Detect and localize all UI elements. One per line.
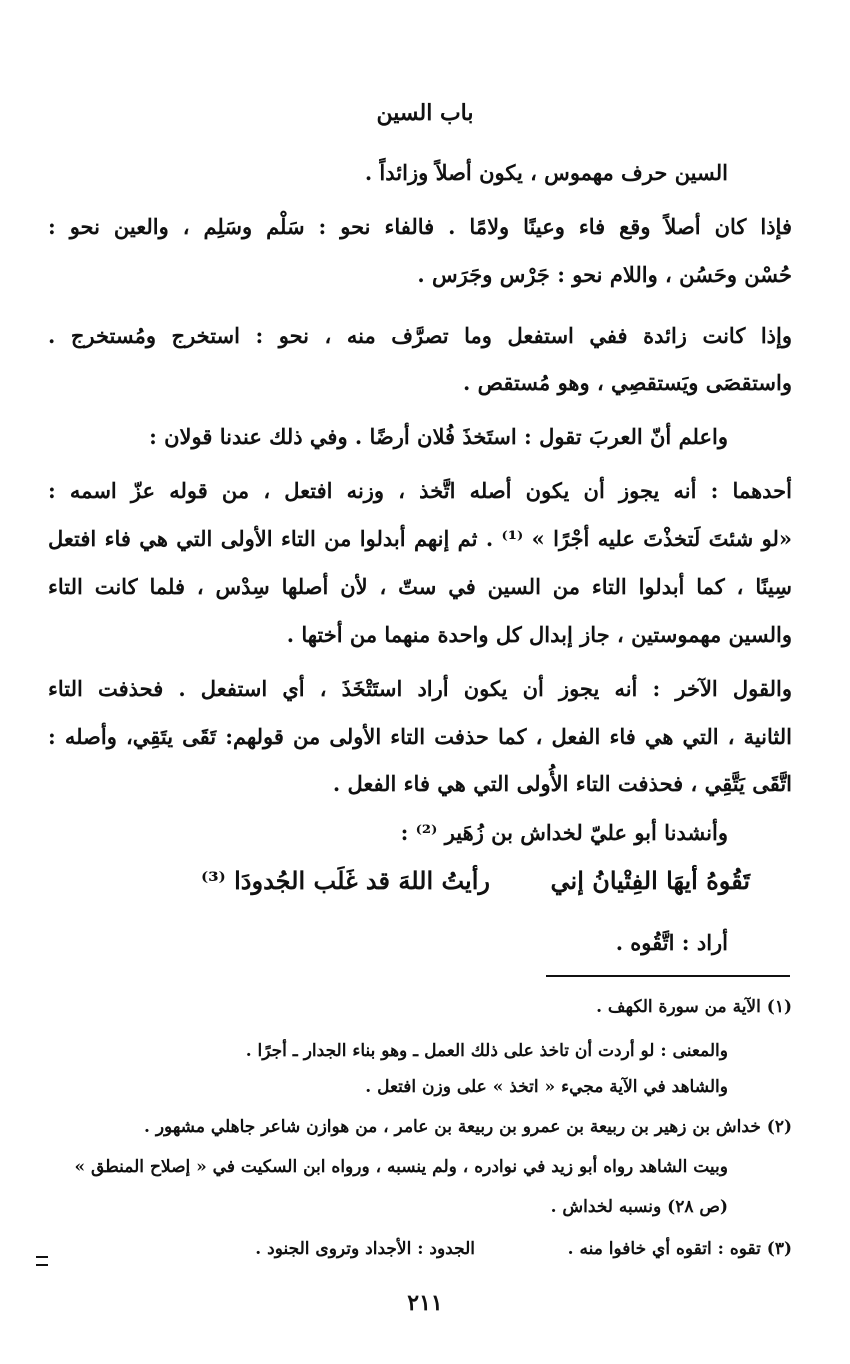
poem-first-hemistich: تَقُوهُ أيهَا الفِتْيانُ إني	[550, 866, 750, 895]
paragraph-line: أراد : اتَّقُوه .	[615, 930, 728, 955]
paragraph-line: وأنشدنا أبو عليّ لخداش بن زُهَير ⁽²⁾ :	[400, 820, 728, 845]
paragraph-line: السين حرف مهموس ، يكون أصلاً وزائداً .	[364, 160, 728, 185]
paragraph-line: واستقصَى ويَستقصِي ، وهو مُستقص .	[462, 370, 792, 395]
paragraph-line: اتَّقَى يَتَّقِي ، فحذفت التاء الأُولى التي هي فاء الفعل .	[332, 771, 792, 796]
poem-second-hemistich: رأيتُ اللهَ قد غَلَب الجُدودَا ⁽³⁾	[200, 866, 490, 895]
paragraph-line: حُسْن وحَسُن ، واللام نحو : جَرْس وجَرَس .	[417, 262, 792, 287]
footnote-line: (٣) تقوه : اتقوه أي خافوا منه .	[567, 1239, 792, 1259]
chapter-heading: باب السين	[376, 100, 474, 126]
footnote-line: والشاهد في الآية مجيء « اتخذ » على وزن افتعل .	[365, 1077, 728, 1097]
paragraph-line: فإذا كان أصلاً وقع فاء وعينًا ولامًا . فالفاء نحو : سَلْم وسَلِم ، والعين نحو :	[48, 214, 792, 239]
margin-mark	[36, 1256, 48, 1266]
footnote-line: والمعنى : لو أردت أن تاخذ على ذلك العمل ـ وهو بناء الجدار ـ أجرًا .	[245, 1041, 728, 1061]
footnote-line: (١) الآية من سورة الكهف .	[596, 997, 792, 1017]
paragraph-line: الثانية ، التي هي فاء الفعل ، كما حذفت التاء الأولى من قولهم: تَقَى يتَقِي، وأصله :	[48, 724, 792, 749]
paragraph-line: والقول الآخر : أنه يجوز أن يكون أراد استَتْخَذَ ، أي استفعل . فحذفت التاء	[48, 676, 792, 701]
paragraph-line: أحدهما : أنه يجوز أن يكون أصله اتَّخذ ، وزنه افتعل ، من قوله عزّ اسمه :	[48, 478, 792, 503]
paragraph-line: والسين مهموستين ، جاز إبدال كل واحدة منهما من أختها .	[286, 622, 792, 647]
footnote-separator	[546, 975, 790, 977]
footnote-line: (٢) خداش بن زهير بن ربيعة بن عمرو بن ربيعة بن عامر ، من هوازن شاعر جاهلي مشهور .	[144, 1117, 792, 1137]
paragraph-line: وإذا كانت زائدة ففي استفعل وما تصرَّف منه ، نحو : استخرج ومُستخرج .	[48, 323, 792, 348]
page-number: ٢١١	[407, 1290, 443, 1316]
footnote-line: وبيت الشاهد رواه أبو زيد في نوادره ، ولم ينسبه ، ورواه ابن السكيت في « إصلاح المنطق »	[74, 1157, 728, 1177]
paragraph-line: «لو شئتَ لَتخذْتَ عليه أجْرًا » ⁽¹⁾ . ثم إنهم أبدلوا من التاء الأولى التي هي فاء افتعل	[48, 526, 792, 551]
paragraph-line: واعلم أنّ العربَ تقول : استَخذَ فُلان أرضًا . وفي ذلك عندنا قولان :	[149, 424, 728, 449]
footnote-line: الجدود : الأجداد وتروى الجنود .	[255, 1239, 475, 1259]
paragraph-line: سِينًا ، كما أبدلوا التاء من السين في ستّ ، لأن أصلها سِدْس ، فلما كانت التاء	[48, 574, 792, 599]
footnote-line: (ص ٢٨) ونسبه لخداش .	[550, 1197, 728, 1217]
